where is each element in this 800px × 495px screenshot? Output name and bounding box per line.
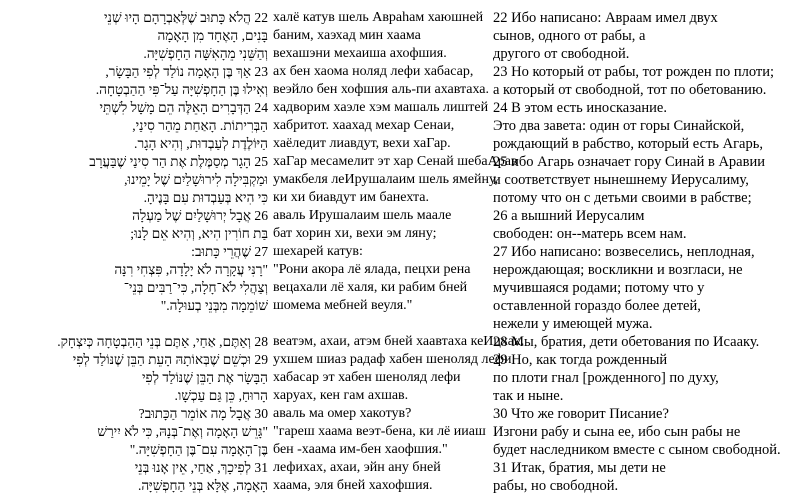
transliteration-line: хабритот. хаахад мехар Сенаи, (273, 118, 455, 133)
russian-line: 24 В этом есть иносказание. (493, 100, 667, 116)
hebrew-line: 24 הַדְּבָרִים הָאֵלֶּה הֵם מָשָׁל לִשְׁתֵּי (99, 100, 268, 115)
russian-line: другого от свободной. (493, 46, 630, 62)
russian-line: 28 Мы, братия, дети обетования по Исааку. (493, 334, 760, 350)
hebrew-line: 26 אֲבָל יְרוּשָׁלַיִם שֶׁל מַעְלָה (132, 208, 268, 223)
hebrew-line: בֶּן־הָאָמָה עִם־בֶּן הַחָפְשִׁיָּה." (129, 442, 268, 457)
hebrew-line (6, 315, 268, 333)
russian-line: 22 Ибо написано: Авраам имел двух (493, 10, 718, 26)
hebrew-line: וְאִילוּ בֶּן הַחָפְשִׁיָּה עַל־פִּי הַהַבְטָחָה. (95, 82, 268, 97)
transliteration-line: халё катув шель Авраhам хаюшней (273, 10, 484, 25)
hebrew-line: 29 וּכְשֵׁם שֶׁבְּאוֹתָהּ הָעֵת הַבֵּן שֶׁנּוֹלַד לְפִי (72, 352, 268, 367)
transliteration-line: хаёледит лиавдут, вехи хаГар. (273, 136, 451, 151)
transliteration-line: хабасар эт хабен шеноляд лефи (273, 370, 461, 385)
hebrew-line: וְהַשֵּׁנִי מֵהָאִשָּׁה הַחָפְשִׁיָּה. (143, 46, 268, 61)
transliteration-line: бат хорин хи, вехи эм ляну; (273, 226, 437, 241)
hebrew-line: 22 הֲלֹא כָּתוּב שֶׁלְּאַבְרָהָם הָיוּ שְׁנֵי (103, 10, 268, 25)
russian-line: Изгони рабу и сына ее, ибо сын рабы не (493, 424, 741, 440)
hebrew-column (6, 9, 268, 495)
transliteration-line: "Рони акора лё ялада, пецхи рена (273, 262, 471, 277)
russian-line: 30 Что же говорит Писание? (493, 406, 669, 422)
transliteration-line: ах бен хаома ноляд лефи хабасар, (273, 64, 474, 79)
hebrew-line: הַבָּשָׂר אֶת הַבֵּן שֶׁנּוֹלַד לְפִי (141, 370, 268, 385)
transliteration-line: "гареш хаама веэт-бена, ки лё ииаш (273, 424, 486, 439)
transliteration-line: аваль ма омер хакотув? (273, 406, 412, 421)
hebrew-line: הַבְּרִיתוֹת. הָאַחַת מֵהַר סִינַי, (132, 118, 268, 133)
transliteration-column (273, 9, 525, 495)
transliteration-line: ухшем шиаз радаф хабен шеноляд лефи (273, 352, 512, 367)
hebrew-line: 25 הָגָר מְסַמֶּלֶת אֶת הַר סִינַי שֶׁבַּעֲרָב (89, 154, 268, 169)
russian-line: по плоти гнал [рожденного] по духу, (493, 370, 719, 386)
transliteration-line: бен -хаама им-бен хаофшия." (273, 442, 448, 457)
russian-line: 23 Но который от рабы, тот рожден по плоти; (493, 64, 775, 80)
russian-line: потому что он с детьми своими в рабстве; (493, 190, 752, 206)
hebrew-line: הָאָמָה, אֶלָּא בְּנֵי הַחָפְשִׁיָּה. (137, 478, 268, 493)
hebrew-line: כִּי הִיא בְּעַבְדוּת עִם בָּנֶיהָ. (143, 190, 268, 205)
russian-line: Это два завета: один от горы Синайской, (493, 118, 745, 134)
russian-line: 26 а вышний Иерусалим (493, 208, 645, 224)
hebrew-line: וְצַהֲלִי לֹא־חָלָה, כִּי־רַבִּים בְּנֵי־ (123, 280, 268, 295)
hebrew-line: 31 לְפִיכָךְ, אַחַי, אֵין אָנוּ בְּנֵי (134, 460, 268, 475)
russian-line: рабы, но свободной. (493, 478, 619, 494)
transliteration-line: харуах, кен гам ахшав. (273, 388, 409, 403)
hebrew-line: בָּנִים, הָאֶחָד מִן הָאָמָה (157, 28, 268, 43)
russian-line: мучившаяся родами; потому что у (493, 280, 705, 296)
transliteration-line: вехашэни мехаиша ахофшия. (273, 46, 447, 61)
hebrew-line: בַּת חוֹרִין הִיא, וְהִיא אֵם לָנוּ; (130, 226, 268, 241)
transliteration-line: шехарей катув: (273, 244, 363, 259)
russian-line: 25 ибо Агарь означает гору Синай в Аравии (493, 154, 765, 170)
russian-line: 31 Итак, братия, мы дети не (493, 460, 666, 476)
transliteration-line: веэйло бен хофшия аль-пи ахавтаха. (273, 82, 490, 97)
hebrew-line: 27 שֶׁהֲרֵי כָּתוּב: (191, 244, 268, 259)
hebrew-line: 30 אֲבָל מָה אוֹמֵר הַכָּתוּב? (138, 406, 268, 421)
transliteration-line: хаама, эля бней хахофшия. (273, 478, 433, 493)
transliteration-line: хаГар месамелит эт хар Сенай шебаАрав (273, 154, 518, 169)
transliteration-line: веатэм, ахаи, атэм бней хаавтаха кеИцхак. (273, 334, 525, 349)
hebrew-line: הָרוּחַ, כֵּן גַּם עַכְשָׁו. (174, 388, 268, 403)
russian-line: оставленной гораздо более детей, (493, 298, 701, 314)
russian-line: будет наследником вместе с сыном свободной. (493, 442, 781, 458)
transliteration-line: хадворим хаэле хэм машаль лиштей (273, 100, 489, 115)
russian-line: 29 Но, как тогда рожденный (493, 352, 668, 368)
russian-line: свободен: он--матерь всем нам. (493, 226, 687, 242)
russian-line: и соответствует нынешнему Иерусалиму, (493, 172, 749, 188)
hebrew-line: וּמַקְבִּילָה לִירוּשָׁלַיִם שֶׁל יָמֵינוּ, (124, 172, 268, 187)
hebrew-line: "רָנִּי עֲקָרָה לֹא יָלָדָה, פִּצְחִי רִנָּה (114, 262, 268, 277)
transliteration-line: баним, хаэхад мин хаама (273, 28, 421, 43)
transliteration-line: умакбеля леИрушалаим шель ямейну, (273, 172, 499, 187)
transliteration-line: лефихах, ахаи, эйн ану бней (273, 460, 441, 475)
russian-line: нерождающая; воскликни и возгласи, не (493, 262, 743, 278)
russian-column (493, 9, 798, 495)
russian-line: рождающий в рабство, который есть Агарь, (493, 136, 763, 152)
russian-line: а который от свободной, тот по обетованию. (493, 82, 767, 98)
russian-line: так и ныне. (493, 388, 564, 404)
hebrew-line: שׁוֹמֵמָה מִבְּנֵי בְעוּלָה." (160, 298, 268, 313)
transliteration-line: вецахали лё халя, ки рабим бней (273, 280, 468, 295)
transliteration-line: шомема мебней веуля." (273, 298, 413, 313)
russian-line: 27 Ибо написано: возвеселись, неплодная, (493, 244, 755, 260)
russian-line: нежели у имеющей мужа. (493, 316, 653, 332)
transliteration-line: ки хи биавдут им банехта. (273, 190, 429, 205)
transliteration-line: аваль Ирушалаим шель маале (273, 208, 452, 223)
transliteration-line (273, 315, 481, 333)
hebrew-line: 28 וְאַתֶּם, אַחַי, אַתֶּם בְּנֵי הַהַבְטָחָה כְּיִצְחָק. (57, 334, 268, 349)
russian-line: сынов, одного от рабы, а (493, 28, 646, 44)
hebrew-line: הַיּוֹלֶדֶת לְעַבְדוּת, וְהִיא הָגָר. (134, 136, 268, 151)
hebrew-line: "גָּרֵשׁ הָאָמָה וְאֶת־בְּנָהּ, כִּי לֹא יִירַשׁ (97, 424, 268, 439)
hebrew-line: 23 אַךְ בֶּן הָאָמָה נוֹלַד לְפִי הַבָּשָׂר, (105, 64, 268, 79)
